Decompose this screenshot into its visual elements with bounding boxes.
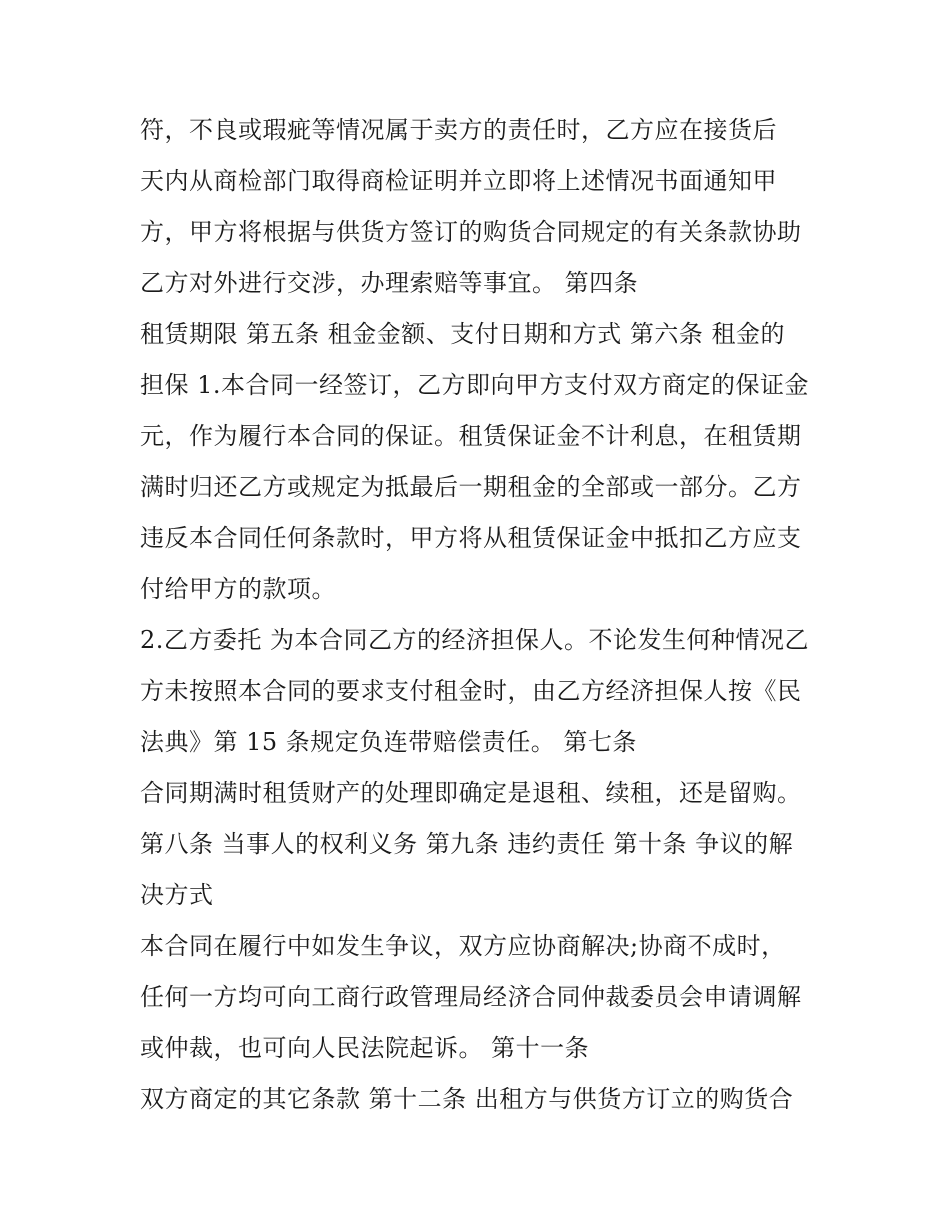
text-line: 天内从商检部门取得商检证明并立即将上述情况书面通知甲	[140, 167, 777, 195]
text-line: 符，不良或瑕疵等情况属于卖方的责任时，乙方应在接货后	[140, 116, 777, 144]
text-line: 双方商定的其它条款 第十二条 出租方与供货方订立的购货合	[140, 1085, 794, 1113]
text-line: 违反本合同任何条款时，甲方将从租赁保证金中抵扣乙方应支	[140, 524, 802, 552]
text-line: 付给甲方的款项。	[140, 575, 336, 603]
text-line: 决方式	[140, 881, 214, 909]
text-line: 满时归还乙方或规定为抵最后一期租金的全部或一部分。乙方	[140, 473, 802, 501]
text-line: 乙方对外进行交涉，办理索赔等事宜。 第四条	[140, 269, 639, 297]
text-line: 元，作为履行本合同的保证。租赁保证金不计利息，在租赁期	[140, 422, 802, 450]
contract-text-body	[140, 105, 830, 1125]
text-line: 任何一方均可向工商行政管理局经济合同仲裁委员会申请调解	[140, 983, 802, 1011]
text-line: 第八条 当事人的权利义务 第九条 违约责任 第十条 争议的解	[140, 830, 794, 858]
text-line: 方未按照本合同的要求支付租金时，由乙方经济担保人按《民	[140, 677, 802, 705]
text-line: 或仲裁，也可向人民法院起诉。 第十一条	[140, 1034, 590, 1062]
text-line: 租赁期限 第五条 租金金额、支付日期和方式 第六条 租金的	[140, 320, 786, 348]
text-line: 方，甲方将根据与供货方签订的购货合同规定的有关条款协助	[140, 218, 802, 246]
text-line: 本合同在履行中如发生争议，双方应协商解决;协商不成时，	[140, 932, 786, 960]
text-line: 法典》第 15 条规定负连带赔偿责任。 第七条	[140, 728, 637, 756]
text-line: 合同期满时租赁财产的处理即确定是退租、续租，还是留购。	[140, 779, 802, 807]
text-line: 担保 1.本合同一经签订，乙方即向甲方支付双方商定的保证金	[140, 371, 810, 399]
text-line: 2.乙方委托 为本合同乙方的经济担保人。不论发生何种情况乙	[140, 626, 810, 654]
